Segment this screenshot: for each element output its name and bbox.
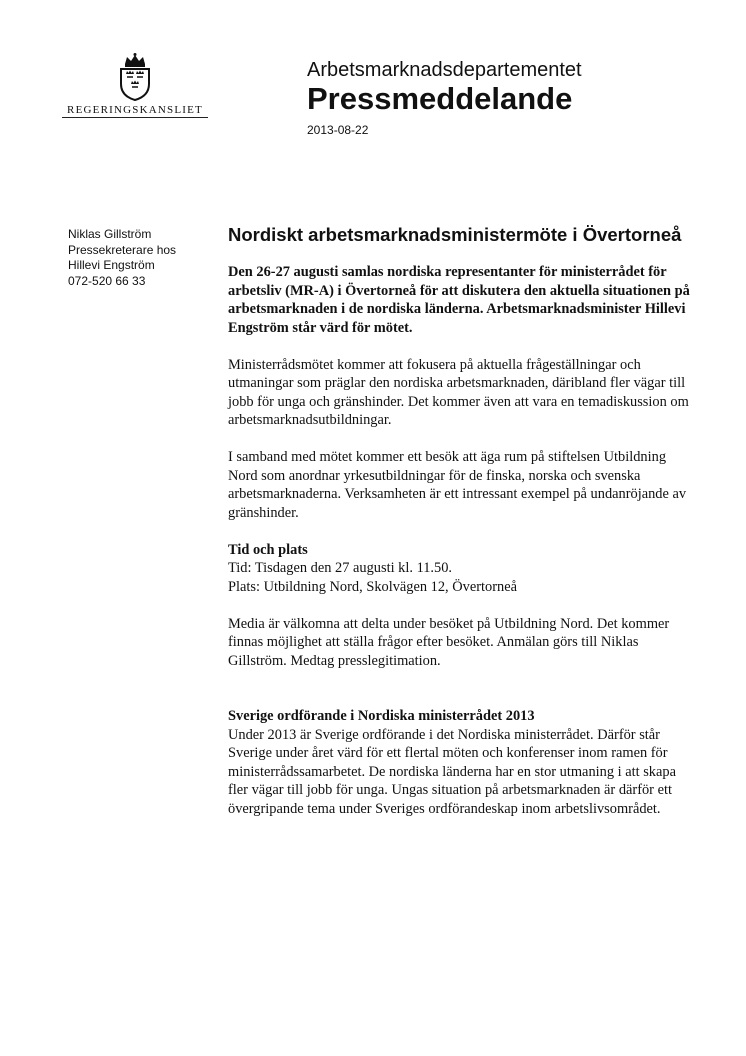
place-line: Plats: Utbildning Nord, Skolvägen 12, Övertorneå [228,578,517,595]
article [228,224,698,837]
contact-role-person: Hillevi Engström [68,258,155,272]
time-line: Tid: Tisdagen den 27 augusti kl. 11.50. [228,560,453,576]
contact-info [68,227,218,289]
paragraph-3: Media är välkomna att delta under besöket på Utbildning Nord. Det kommer finnas möjlighet att ställa frågor efter besöket. Anmälan görs till Niklas Gillström. Medtag presslegitimation. [228,615,670,669]
logo-text: REGERINGSKANSLIET [62,104,208,118]
time-place-heading: Tid och plats [228,541,308,558]
paragraph-1: Ministerrådsmötet kommer att fokusera på aktuella frågeställningar och utmaningar som präglar den nordiska arbetsmarknaden, däribland fler vägar till jobb för unga och gränshinder. Det kommer även att vara en temadiskussion om arbetsmarknadsutbildningar. [228,356,689,428]
document-date: 2013-08-22 [307,123,369,137]
chair-heading: Sverige ordförande i Nordiska ministerrådet 2013 [228,708,535,724]
chair-section [228,707,698,818]
document-kind: Pressmeddelande [307,81,573,116]
contact-role: Pressekreterare hos [68,242,177,257]
article-title: Nordiskt arbetsmarknadsministermöte i Övertorneå [228,224,682,245]
contact-phone: 072-520 66 33 [68,273,146,288]
time-place-section [228,541,698,597]
paragraph-4: Under 2013 är Sverige ordförande i det Nordiska ministerrådet. Därför står Sverige under året värd för ett flertal möten och konferenser inom ramen för ministerrådssamarbetet. De nordiska länderna har en stor utmaning i att skapa fler vägar till jobb för unga. Ungas situation på arbetsmarknaden är därför ett övergripande tema under Sveriges ordförandeskap inom arbetslivsområdet. [228,726,676,817]
contact-name: Niklas Gillström [68,227,152,241]
coat-of-arms-icon [115,52,155,102]
logo [62,52,208,118]
article-lead: Den 26-27 augusti samlas nordiska representanter för ministerrådet för arbetsliv (MR-A) i Övertorneå för att diskutera den aktuella situationen på arbetsmarknaden i de nordiska länderna. Arbetsmarknadsminister Hillevi Engström står värd för mötet. [228,264,690,336]
header [307,58,582,137]
department-name: Arbetsmarknadsdepartementet [307,59,582,81]
paragraph-2: I samband med mötet kommer ett besök att äga rum på stiftelsen Utbildning Nord som anordnar yrkesutbildningar för de finska, norska och svenska arbetsmarknaderna. Verksamheten är ett intressant exempel på undanröjande av gränshinder. [228,449,687,521]
